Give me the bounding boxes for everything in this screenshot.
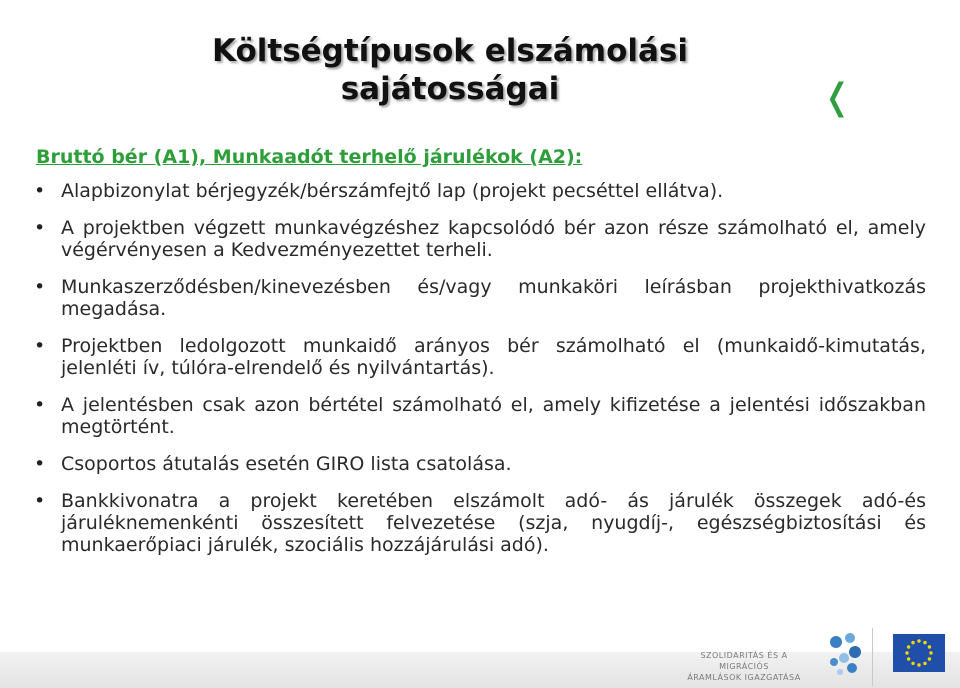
bullet-item: • A projektben végzett munkavégzéshez kapcsolódó bér azon része számolható el, amely végérvényesen a Kedvezményezettet terheli. [34, 217, 926, 261]
ministry-logo-line1: SZOLIDARITÁS ÉS A MIGRÁCIÓS [700, 651, 788, 671]
bullet-item: • Munkaszerződésben/kinevezésben és/vagy munkaköri leírásban projekthivatkozás megadása. [34, 276, 926, 320]
footer-divider [872, 628, 873, 686]
bullet-item: • Projektben ledolgozott munkaidő arányos bér számolható el (munkaidő-kimutatás, jelenléti ív, túlóra-elrendelő és nyilvántartás). [34, 335, 926, 379]
bullet-list [34, 180, 926, 556]
section-subtitle: Bruttó bér (A1), Munkaadót terhelő járulékok (A2): [36, 146, 583, 168]
chevron-left-icon: ❬ [822, 77, 853, 118]
footer-bar [0, 652, 960, 688]
ministry-logo-text [678, 650, 810, 683]
bullet-item: • A jelentésben csak azon bértétel számolható el, amely kifizetése a jelentési időszakban megtörtént. [34, 394, 926, 438]
eu-flag-icon [893, 634, 945, 672]
slide-title-line2: sajátosságai [340, 71, 560, 107]
slide-title-line1: Költségtípusok elszámolási [211, 33, 689, 69]
ministry-logo-line2: ÁRAMLÁSOK IGAZGATÁSA [687, 673, 801, 682]
slide-title [150, 32, 750, 108]
bullet-item: • Bankkivonatra a projekt keretében elszámolt adó- ás járulék összegek adó-és járuléknemenkénti összesített felvezetése (szja, nyugdíj-, egészségbiztosítási és munkaerőpiaci járulék, szociális hozzájárulási adó). [34, 490, 926, 556]
ministry-logo-icon [822, 628, 866, 680]
bullet-item: • Csoportos átutalás esetén GIRO lista csatolása. [34, 453, 926, 475]
bullet-item: • Alapbizonylat bérjegyzék/bérszámfejtő lap (projekt pecséttel ellátva). [34, 180, 926, 202]
